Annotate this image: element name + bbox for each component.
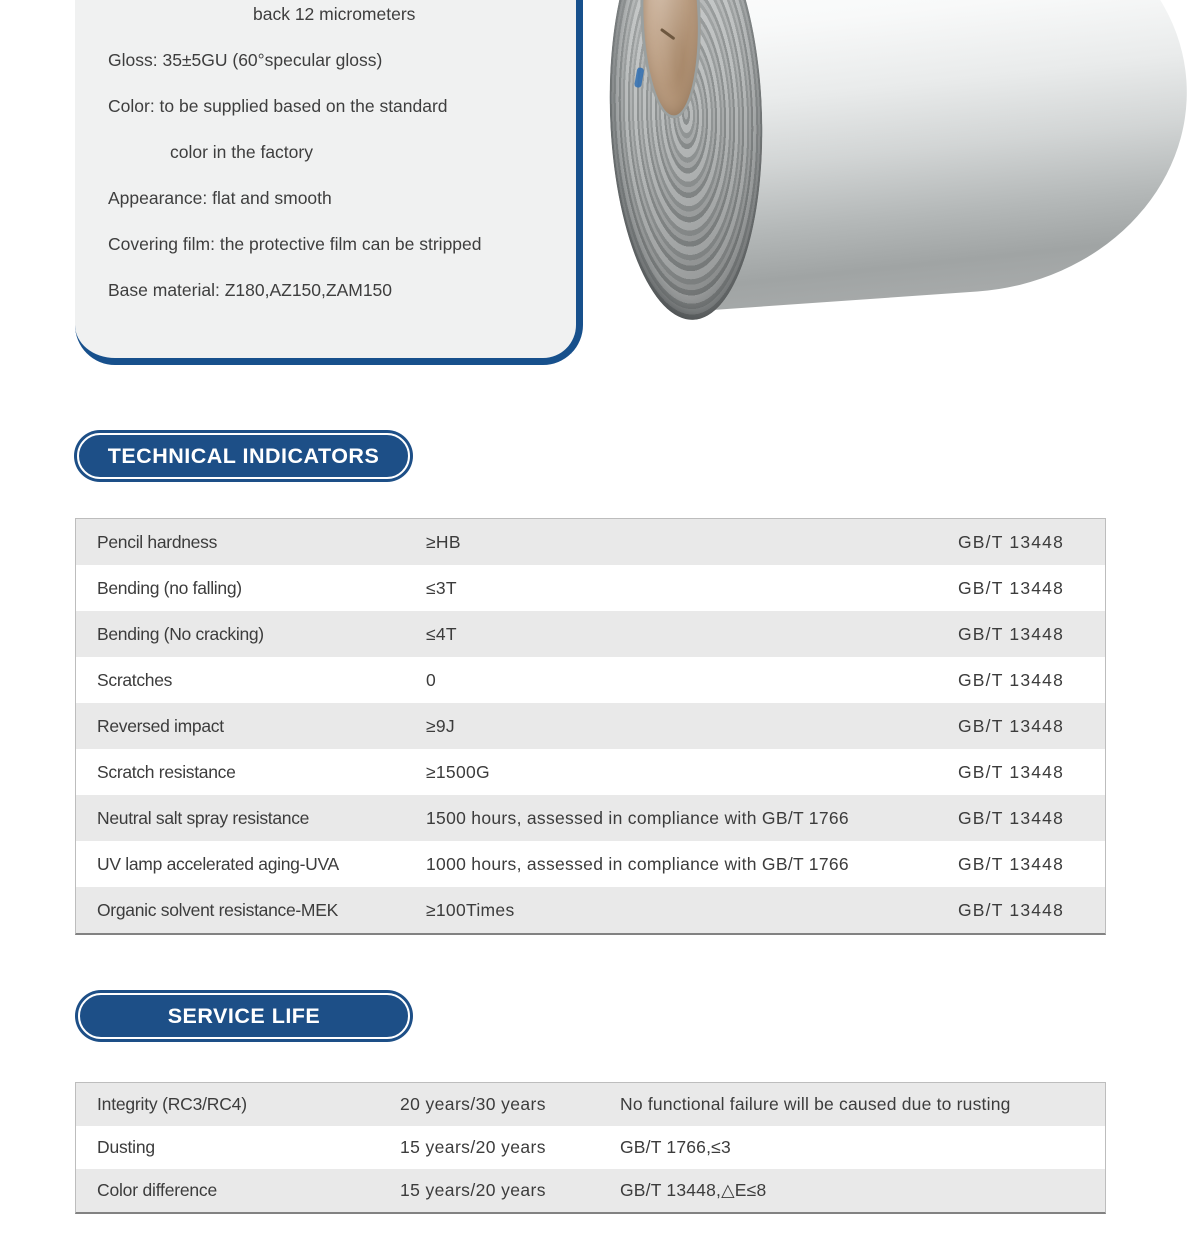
cell-item: Scratches (97, 669, 173, 690)
spec-line: Base material: Z180,AZ150,ZAM150 (108, 280, 393, 300)
steel-coil-image (610, 0, 1195, 330)
cell-value: 0 (426, 669, 437, 690)
cell-item: UV lamp accelerated aging-UVA (97, 853, 339, 874)
cell-item: Bending (no falling) (97, 577, 242, 598)
service-life-table (75, 1082, 1106, 1214)
cell-item: Organic solvent resistance-MEK (97, 899, 338, 920)
cell-value: ≥100Times (426, 899, 515, 920)
cell-value: ≥HB (426, 531, 461, 552)
cell-standard: GB/T 13448 (958, 669, 1065, 690)
coil-blue-sticker (634, 67, 644, 88)
cell-value: 1500 hours, assessed in compliance with GB/T 1766 (426, 807, 849, 828)
cell-item: Scratch resistance (97, 761, 236, 782)
cell-standard: GB/T 13448 (958, 853, 1065, 874)
product-spec-card (75, 0, 583, 365)
cell-value: ≤4T (426, 623, 457, 644)
cell-value: ≥1500G (426, 761, 490, 782)
table-row (76, 657, 1105, 703)
cell-item: Neutral salt spray resistance (97, 807, 310, 828)
table-row (76, 611, 1105, 657)
spec-line: Appearance: flat and smooth (108, 188, 332, 208)
section-badge-label: SERVICE LIFE (167, 1003, 321, 1028)
cell-item: Reversed impact (97, 715, 224, 736)
table-row (76, 703, 1105, 749)
cell-value: 15 years/20 years (400, 1180, 546, 1200)
cell-standard: GB/T 13448 (958, 577, 1065, 598)
cell-standard: GB/T 13448 (958, 899, 1065, 920)
technical-indicators-table (75, 518, 1106, 935)
cell-note: GB/T 13448,△E≤8 (620, 1180, 767, 1200)
cell-value: 15 years/20 years (400, 1137, 546, 1157)
cell-item: Pencil hardness (97, 531, 218, 552)
cell-item: Bending (No cracking) (97, 623, 264, 644)
table-row (76, 841, 1105, 887)
spec-line: back 12 micrometers (253, 4, 416, 24)
cell-standard: GB/T 13448 (958, 715, 1065, 736)
spec-line: Gloss: 35±5GU (60°specular gloss) (108, 50, 383, 70)
section-badge-label: TECHNICAL INDICATORS (107, 443, 380, 468)
spec-line: Covering film: the protective film can be stripped (108, 234, 482, 254)
cell-standard: GB/T 13448 (958, 531, 1065, 552)
table-row (76, 1083, 1105, 1126)
table-row (76, 519, 1105, 565)
section-badge-technical-indicators (74, 430, 413, 482)
spec-line: color in the factory (170, 142, 313, 162)
table-row (76, 1126, 1105, 1169)
table-row (76, 795, 1105, 841)
table-row (76, 887, 1105, 933)
cell-note: GB/T 1766,≤3 (620, 1137, 731, 1157)
cell-standard: GB/T 13448 (958, 807, 1065, 828)
cell-value: 1000 hours, assessed in compliance with GB/T 1766 (426, 853, 849, 874)
coil-core-mark (660, 28, 676, 40)
cell-value: 20 years/30 years (400, 1094, 546, 1114)
table-row (76, 749, 1105, 795)
spec-line: Color: to be supplied based on the standard (108, 96, 448, 116)
cell-item: Dusting (97, 1137, 155, 1157)
coil-core (637, 0, 704, 119)
cell-value: ≥9J (426, 715, 455, 736)
cell-item: Color difference (97, 1180, 218, 1200)
cell-item: Integrity (RC3/RC4) (97, 1094, 247, 1114)
cell-standard: GB/T 13448 (958, 623, 1065, 644)
section-badge-service-life (75, 990, 413, 1042)
cell-value: ≤3T (426, 577, 457, 598)
table-row (76, 565, 1105, 611)
cell-note: No functional failure will be caused due to rusting (620, 1094, 1011, 1114)
cell-standard: GB/T 13448 (958, 761, 1065, 782)
table-row (76, 1169, 1105, 1212)
